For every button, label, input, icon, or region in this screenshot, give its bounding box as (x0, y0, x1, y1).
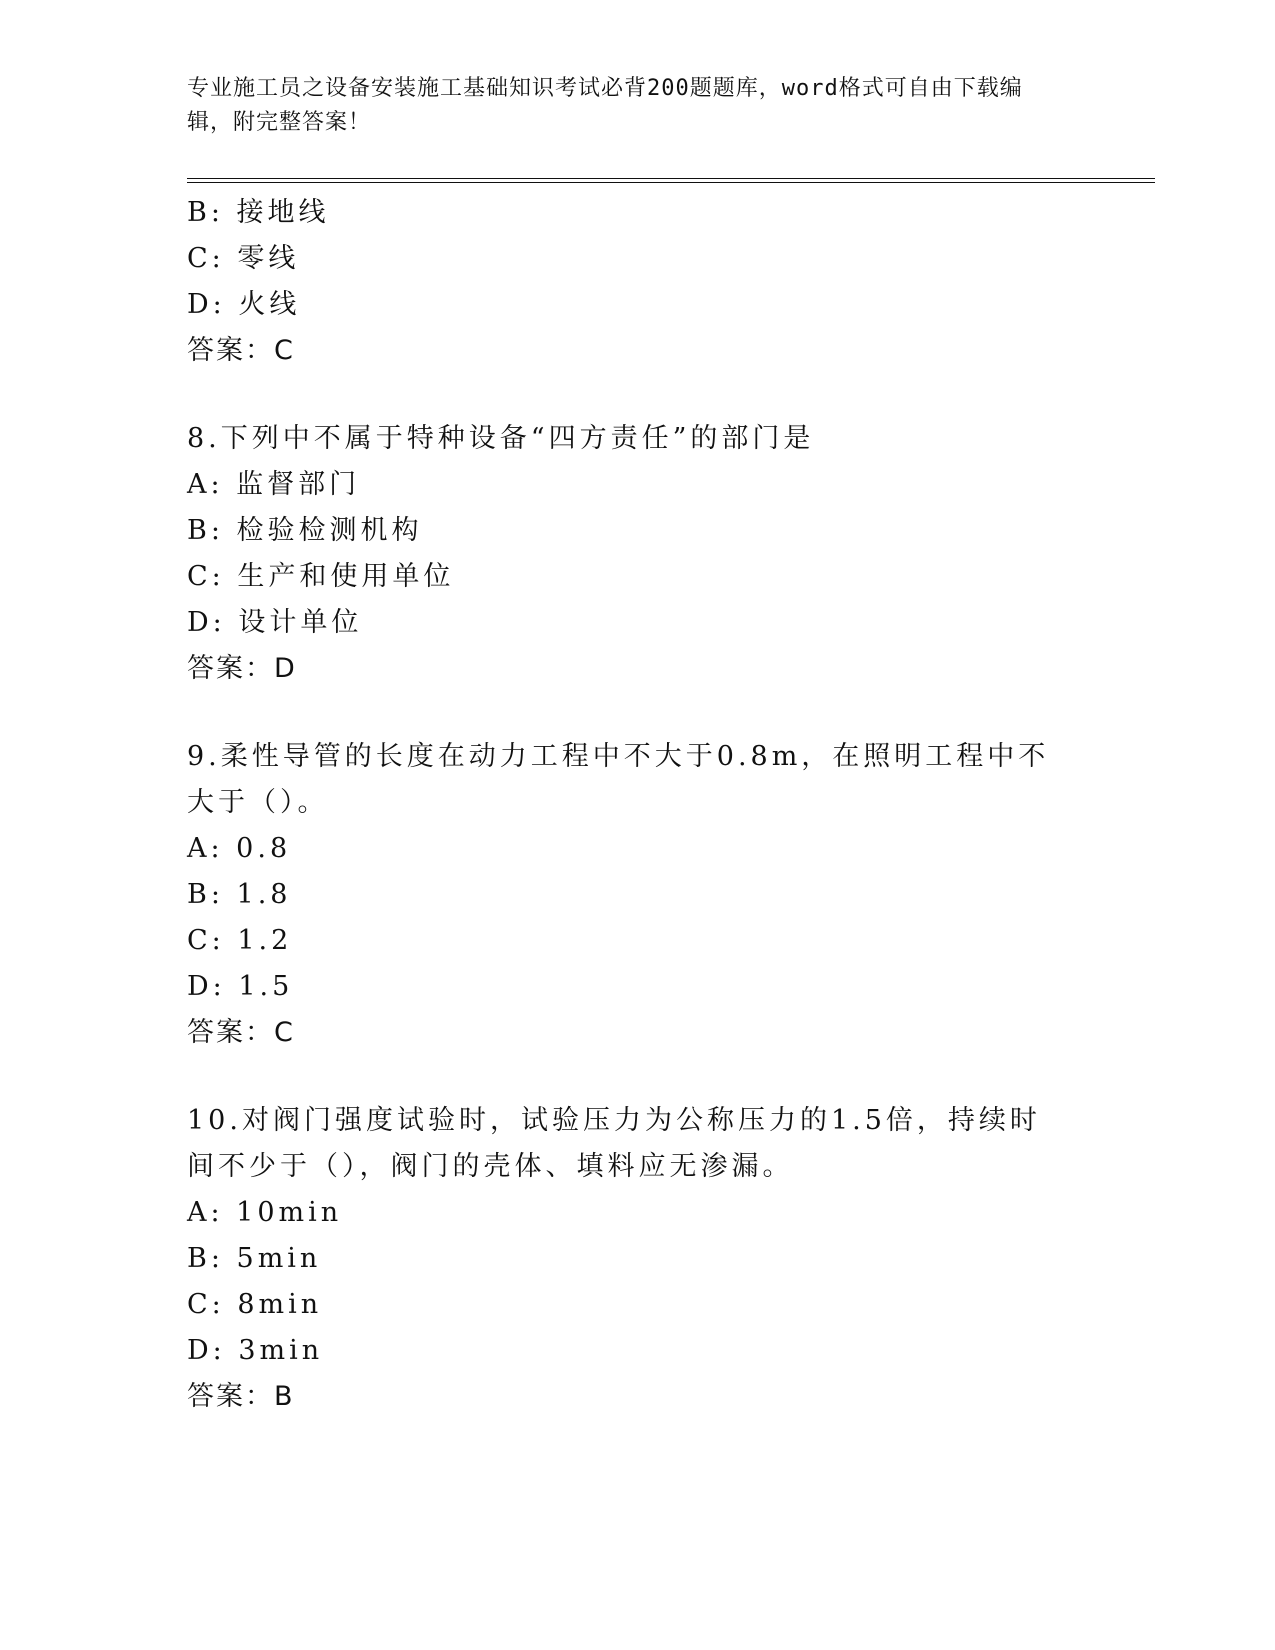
question-9-option-c: C: 1.2 (187, 925, 293, 956)
question-10-answer: 答案：B (187, 1381, 295, 1412)
question-10-block (187, 1098, 1087, 1420)
spacer (187, 692, 1087, 734)
question-7-option-c: C: 零线 (187, 243, 300, 274)
header-divider-bottom (187, 182, 1155, 183)
question-9-text: 9.柔性导管的长度在动力工程中不大于0.8m，在照明工程中不大于（）。 (187, 741, 1050, 818)
question-9-option-a: A: 0.8 (187, 833, 292, 864)
question-7-block (187, 190, 1087, 374)
question-10-option-b: B: 5min (187, 1243, 322, 1274)
question-10-option-a: A: 10min (187, 1197, 343, 1228)
spacer (187, 374, 1087, 416)
question-8-block (187, 416, 1087, 692)
question-9-option-b: B: 1.8 (187, 879, 292, 910)
question-10-option-c: C: 8min (187, 1289, 323, 1320)
question-10-option-d: D: 3min (187, 1335, 324, 1366)
question-8-option-b: B: 检验检测机构 (187, 515, 423, 546)
question-8-option-a: A: 监督部门 (187, 469, 361, 500)
header-divider-top (187, 178, 1155, 179)
document-header (187, 72, 1067, 140)
header-title: 专业施工员之设备安装施工基础知识考试必背200题题库，word格式可自由下载编辑，附完整答案！ (187, 76, 1023, 135)
spacer (187, 1056, 1087, 1098)
question-7-option-d: D: 火线 (187, 289, 301, 320)
question-8-option-c: C: 生产和使用单位 (187, 561, 455, 592)
question-list (187, 190, 1087, 1420)
question-7-option-b: B: 接地线 (187, 197, 330, 228)
question-9-option-d: D: 1.5 (187, 971, 294, 1002)
question-7-answer: 答案：C (187, 335, 295, 366)
question-8-answer: 答案：D (187, 653, 297, 684)
question-9-block (187, 734, 1087, 1056)
question-10-text: 10.对阀门强度试验时，试验压力为公称压力的1.5倍，持续时间不少于（），阀门的壳体、填料应无渗漏。 (187, 1105, 1041, 1182)
question-8-text: 8.下列中不属于特种设备“四方责任”的部门是 (187, 423, 815, 454)
question-8-option-d: D: 设计单位 (187, 607, 363, 638)
question-9-answer: 答案：C (187, 1017, 295, 1048)
